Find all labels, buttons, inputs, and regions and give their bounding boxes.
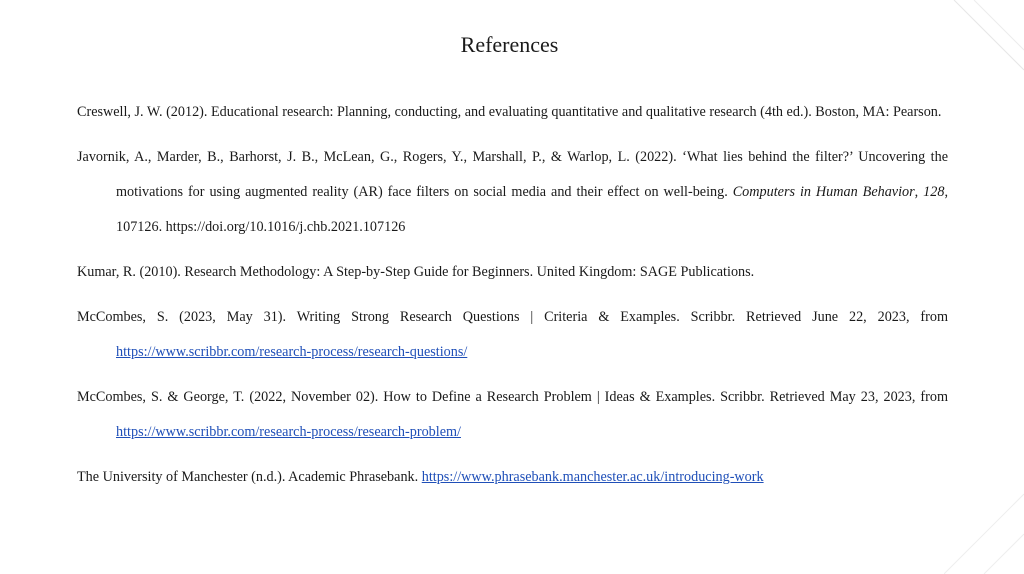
reference-link[interactable]: https://www.scribbr.com/research-process/research-problem/ [116, 424, 461, 440]
reference-link[interactable]: https://www.phrasebank.manchester.ac.uk/introducing-work [421, 469, 764, 485]
reference-item-javornik [77, 140, 948, 245]
reference-text: Javornik, A., Marder, B., Barhorst, J. B., McLean, G., Rogers, Y., Marshall, P., & Warlop, L. (2022). ‘What lies behind the filter?’ Uncovering the motivations for using augmented reality (AR) face filters on social media and their effect on well-being. [77, 149, 948, 200]
reference-item-manchester [77, 460, 948, 495]
reference-item-mccombes-problem [77, 380, 948, 450]
reference-list [77, 95, 948, 505]
reference-text: Creswell, J. W. (2012). Educational research: Planning, conducting, and evaluating quantitative and qualitative research (4th ed.). Boston, MA: Pearson. [77, 104, 942, 120]
reference-item-creswell [77, 95, 948, 130]
journal-volume: 128 [923, 184, 945, 200]
reference-text: Kumar, R. (2010). Research Methodology: A Step-by-Step Guide for Beginners. United Kingdom: SAGE Publications. [77, 264, 755, 280]
reference-text: The University of Manchester (n.d.). Academic Phrasebank. [77, 469, 422, 485]
reference-text: McCombes, S. & George, T. (2022, November 02). How to Define a Research Problem | Ideas & Examples. Scribbr. Retrieved May 23, 2023, from [77, 389, 948, 405]
reference-link[interactable]: https://www.scribbr.com/research-process/research-questions/ [116, 344, 468, 360]
reference-item-kumar [77, 255, 948, 290]
reference-item-mccombes-questions [77, 300, 948, 370]
journal-title: Computers in Human Behavior [732, 184, 915, 200]
reference-separator: , [914, 184, 924, 200]
slide-title: References [460, 32, 559, 57]
reference-text: McCombes, S. (2023, May 31). Writing Strong Research Questions | Criteria & Examples. Scribbr. Retrieved June 22, 2023, from [77, 309, 948, 325]
reference-doi: , 107126. https://doi.org/10.1016/j.chb.2021.107126 [116, 184, 948, 235]
